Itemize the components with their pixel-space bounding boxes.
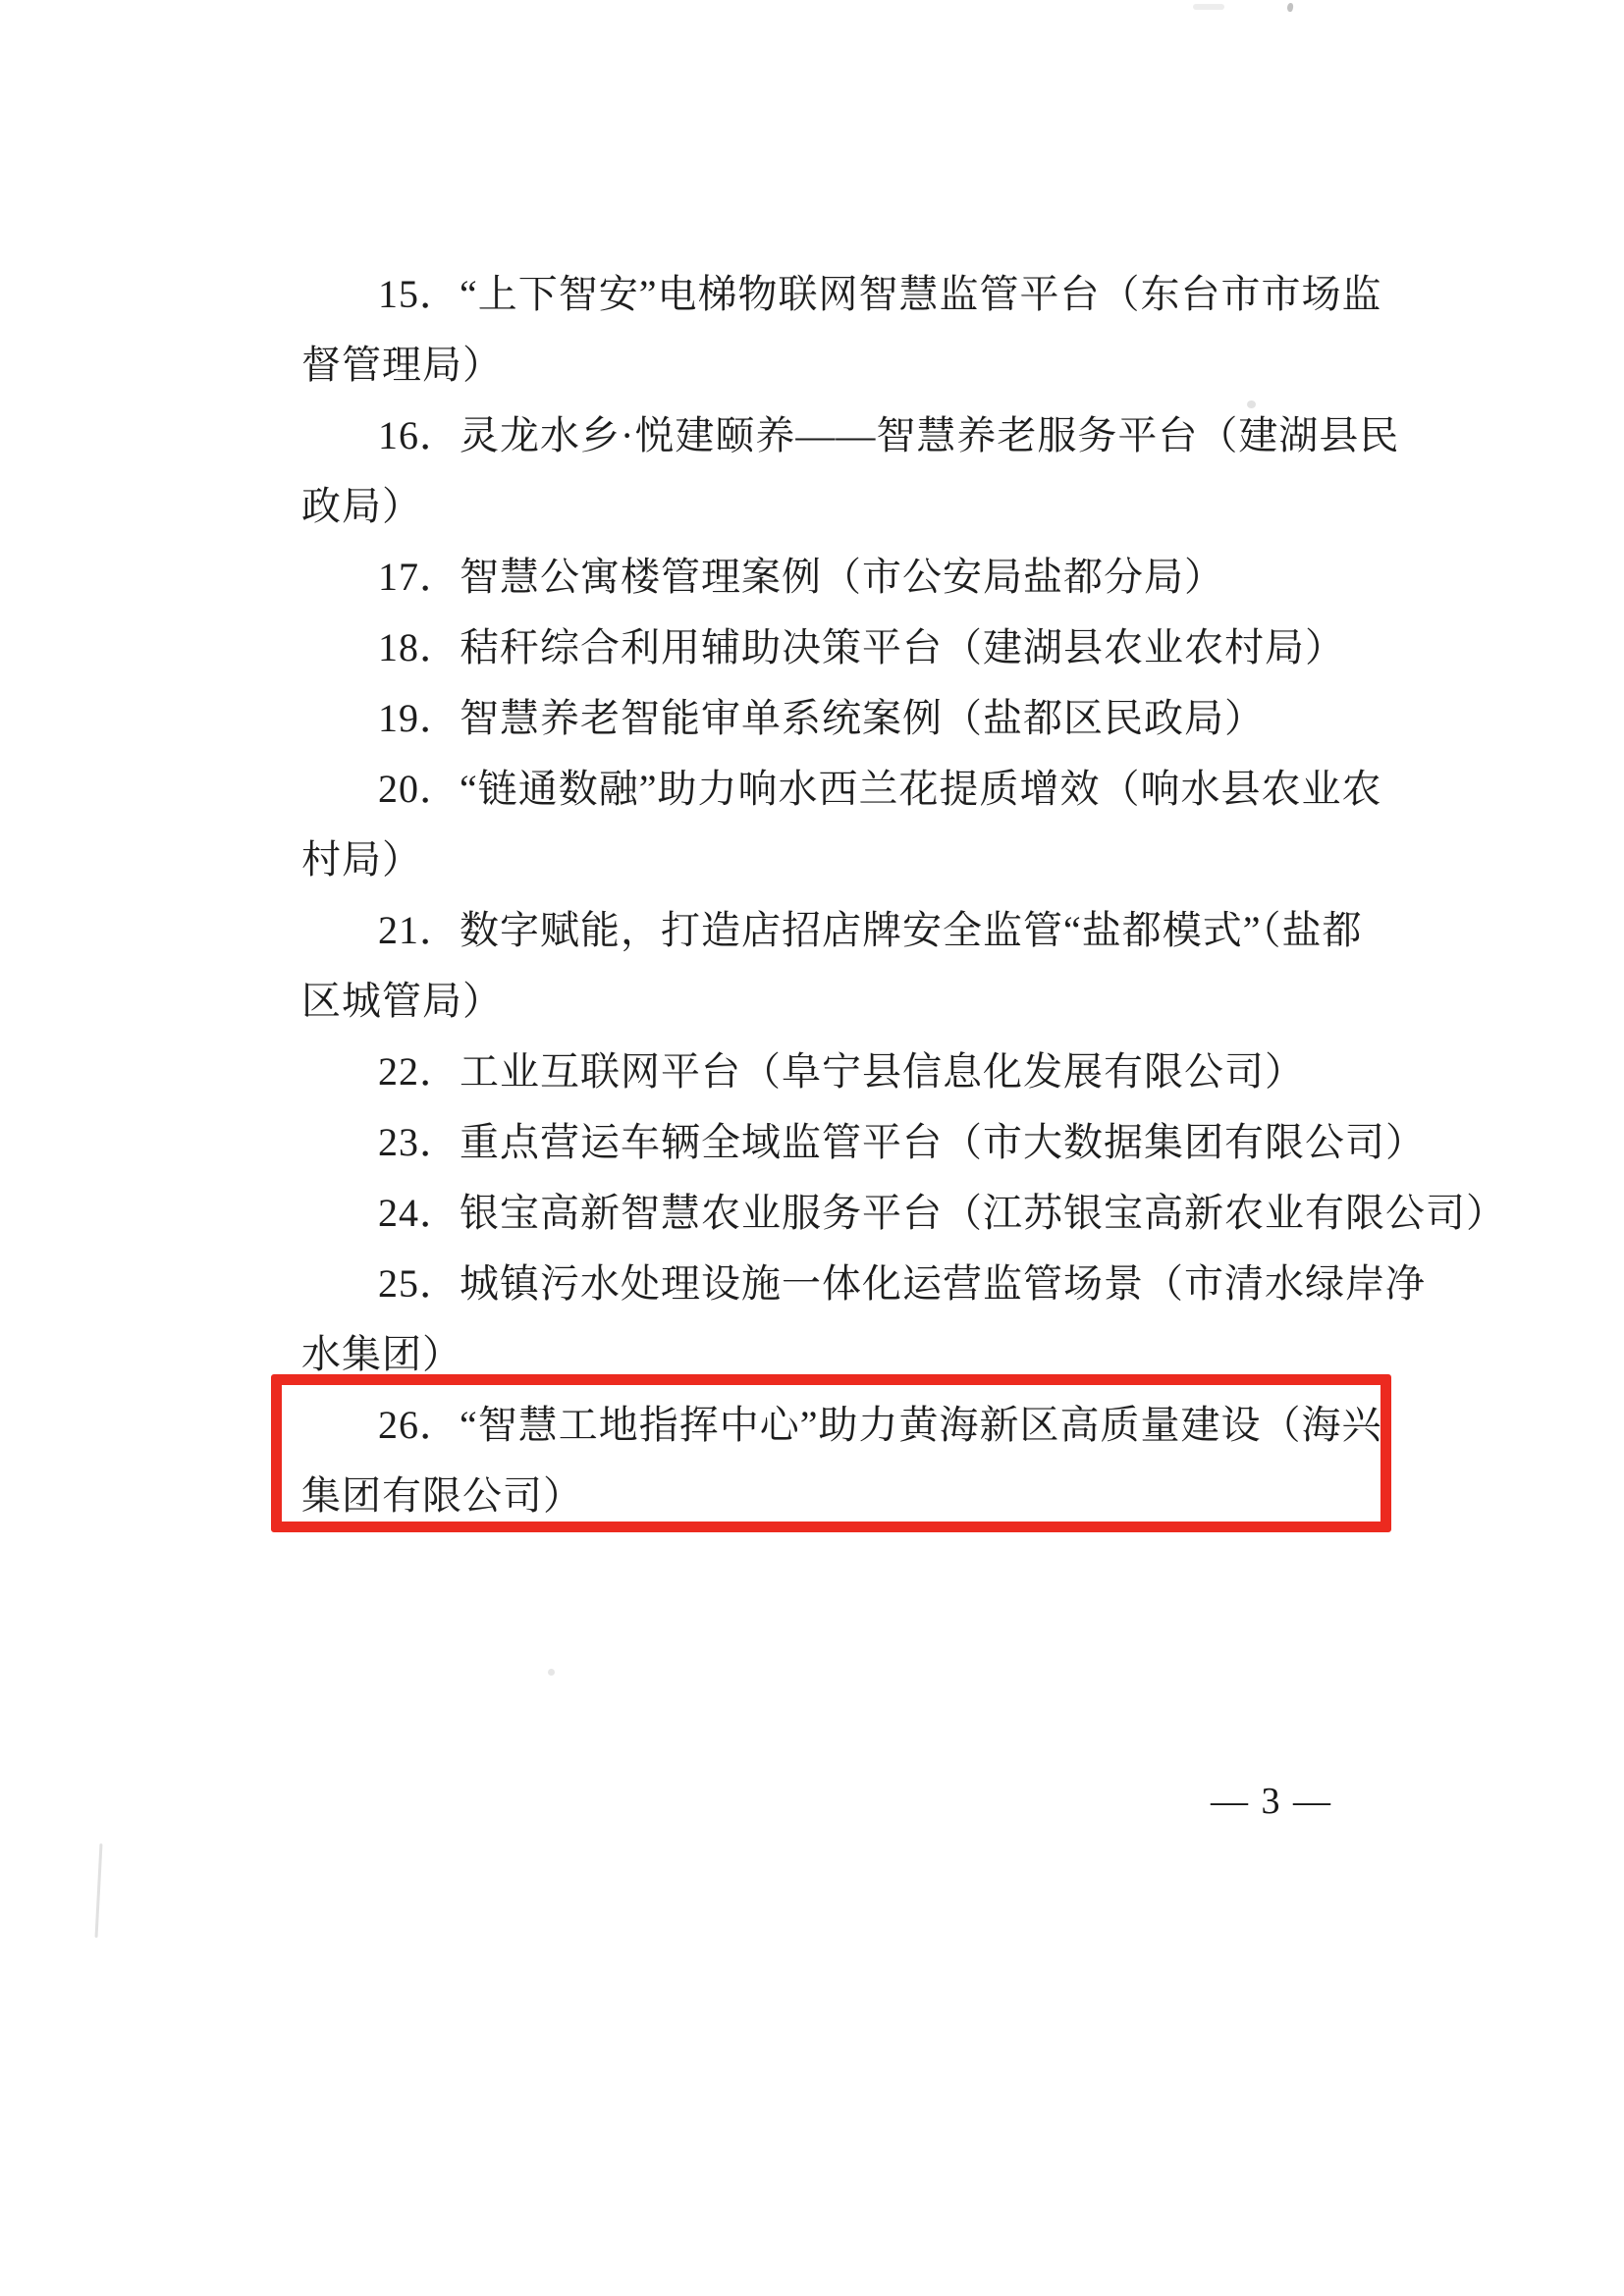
item-17-line-1: 17．智慧公寓楼管理案例（市公安局盐都分局） — [378, 555, 1224, 599]
item-23-line-1: 23．重点营运车辆全域监管平台（市大数据集团有限公司） — [378, 1120, 1426, 1164]
item-15-line-2: 督管理局） — [301, 343, 503, 387]
item-20-line-1: 20．“链通数融”助力响水西兰花提质增效（响水县农业农 — [378, 767, 1382, 811]
item-26-line-2: 集团有限公司） — [301, 1473, 583, 1518]
item-24-line-1: 24．银宝高新智慧农业服务平台（江苏银宝高新农业有限公司） — [378, 1191, 1506, 1235]
item-15-line-1: 15．“上下智安”电梯物联网智慧监管平台（东台市市场监 — [378, 272, 1382, 316]
item-16-line-2: 政局） — [301, 484, 422, 528]
item-25-line-1: 25．城镇污水处理设施一体化运营监管场景（市清水绿岸净 — [378, 1261, 1426, 1306]
item-26-line-1: 26．“智慧工地指挥中心”助力黄海新区高质量建设（海兴 — [378, 1403, 1382, 1447]
item-21-line-2: 区城管局） — [301, 979, 503, 1023]
item-21-line-1: 21．数字赋能，打造店招店牌安全监管“盐都模式”（盐都 — [378, 908, 1363, 952]
item-20-line-2: 村局） — [301, 837, 422, 881]
item-18-line-1: 18．秸秆综合利用辅助决策平台（建湖县农业农村局） — [378, 625, 1345, 669]
scan-artifact-speck — [548, 1669, 555, 1676]
scan-artifact-smudge — [1193, 4, 1224, 10]
item-16-line-1: 16．灵龙水乡·悦建颐养——智慧养老服务平台（建湖县民 — [378, 413, 1400, 457]
document-body-text — [301, 259, 1506, 1531]
item-19-line-1: 19．智慧养老智能审单系统案例（盐都区民政局） — [378, 696, 1265, 740]
scan-artifact-speck — [1286, 2, 1294, 12]
page-number: — 3 — — [1211, 1781, 1332, 1822]
scan-artifact-fold-mark — [94, 1843, 102, 1938]
item-22-line-1: 22．工业互联网平台（阜宁县信息化发展有限公司） — [378, 1049, 1305, 1094]
item-25-line-2: 水集团） — [301, 1332, 462, 1376]
